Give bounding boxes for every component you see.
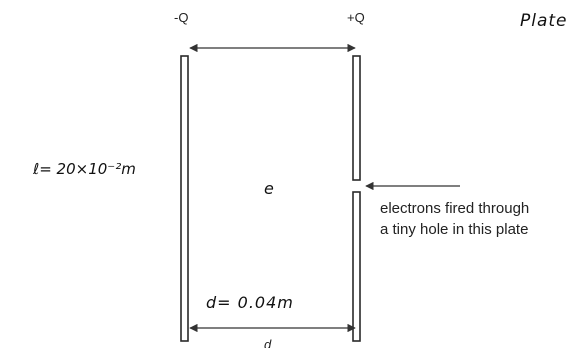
separation-note: d= 0.04m	[206, 293, 294, 312]
electron-symbol: e	[264, 179, 274, 198]
annotation-line-2: a tiny hole in this plate	[380, 221, 529, 238]
annotation-line-1: electrons fired through	[380, 200, 530, 217]
plate-length-note: ℓ= 20×10⁻²m	[33, 160, 136, 178]
right-plate-charge-label: +Q	[347, 10, 365, 25]
plate-title-handwritten: Plate	[520, 11, 568, 31]
separation-symbol: d	[264, 337, 272, 348]
left-plate	[181, 56, 188, 341]
right-plate-lower	[353, 192, 360, 341]
right-plate-upper	[353, 56, 360, 180]
left-plate-charge-label: -Q	[174, 10, 189, 25]
